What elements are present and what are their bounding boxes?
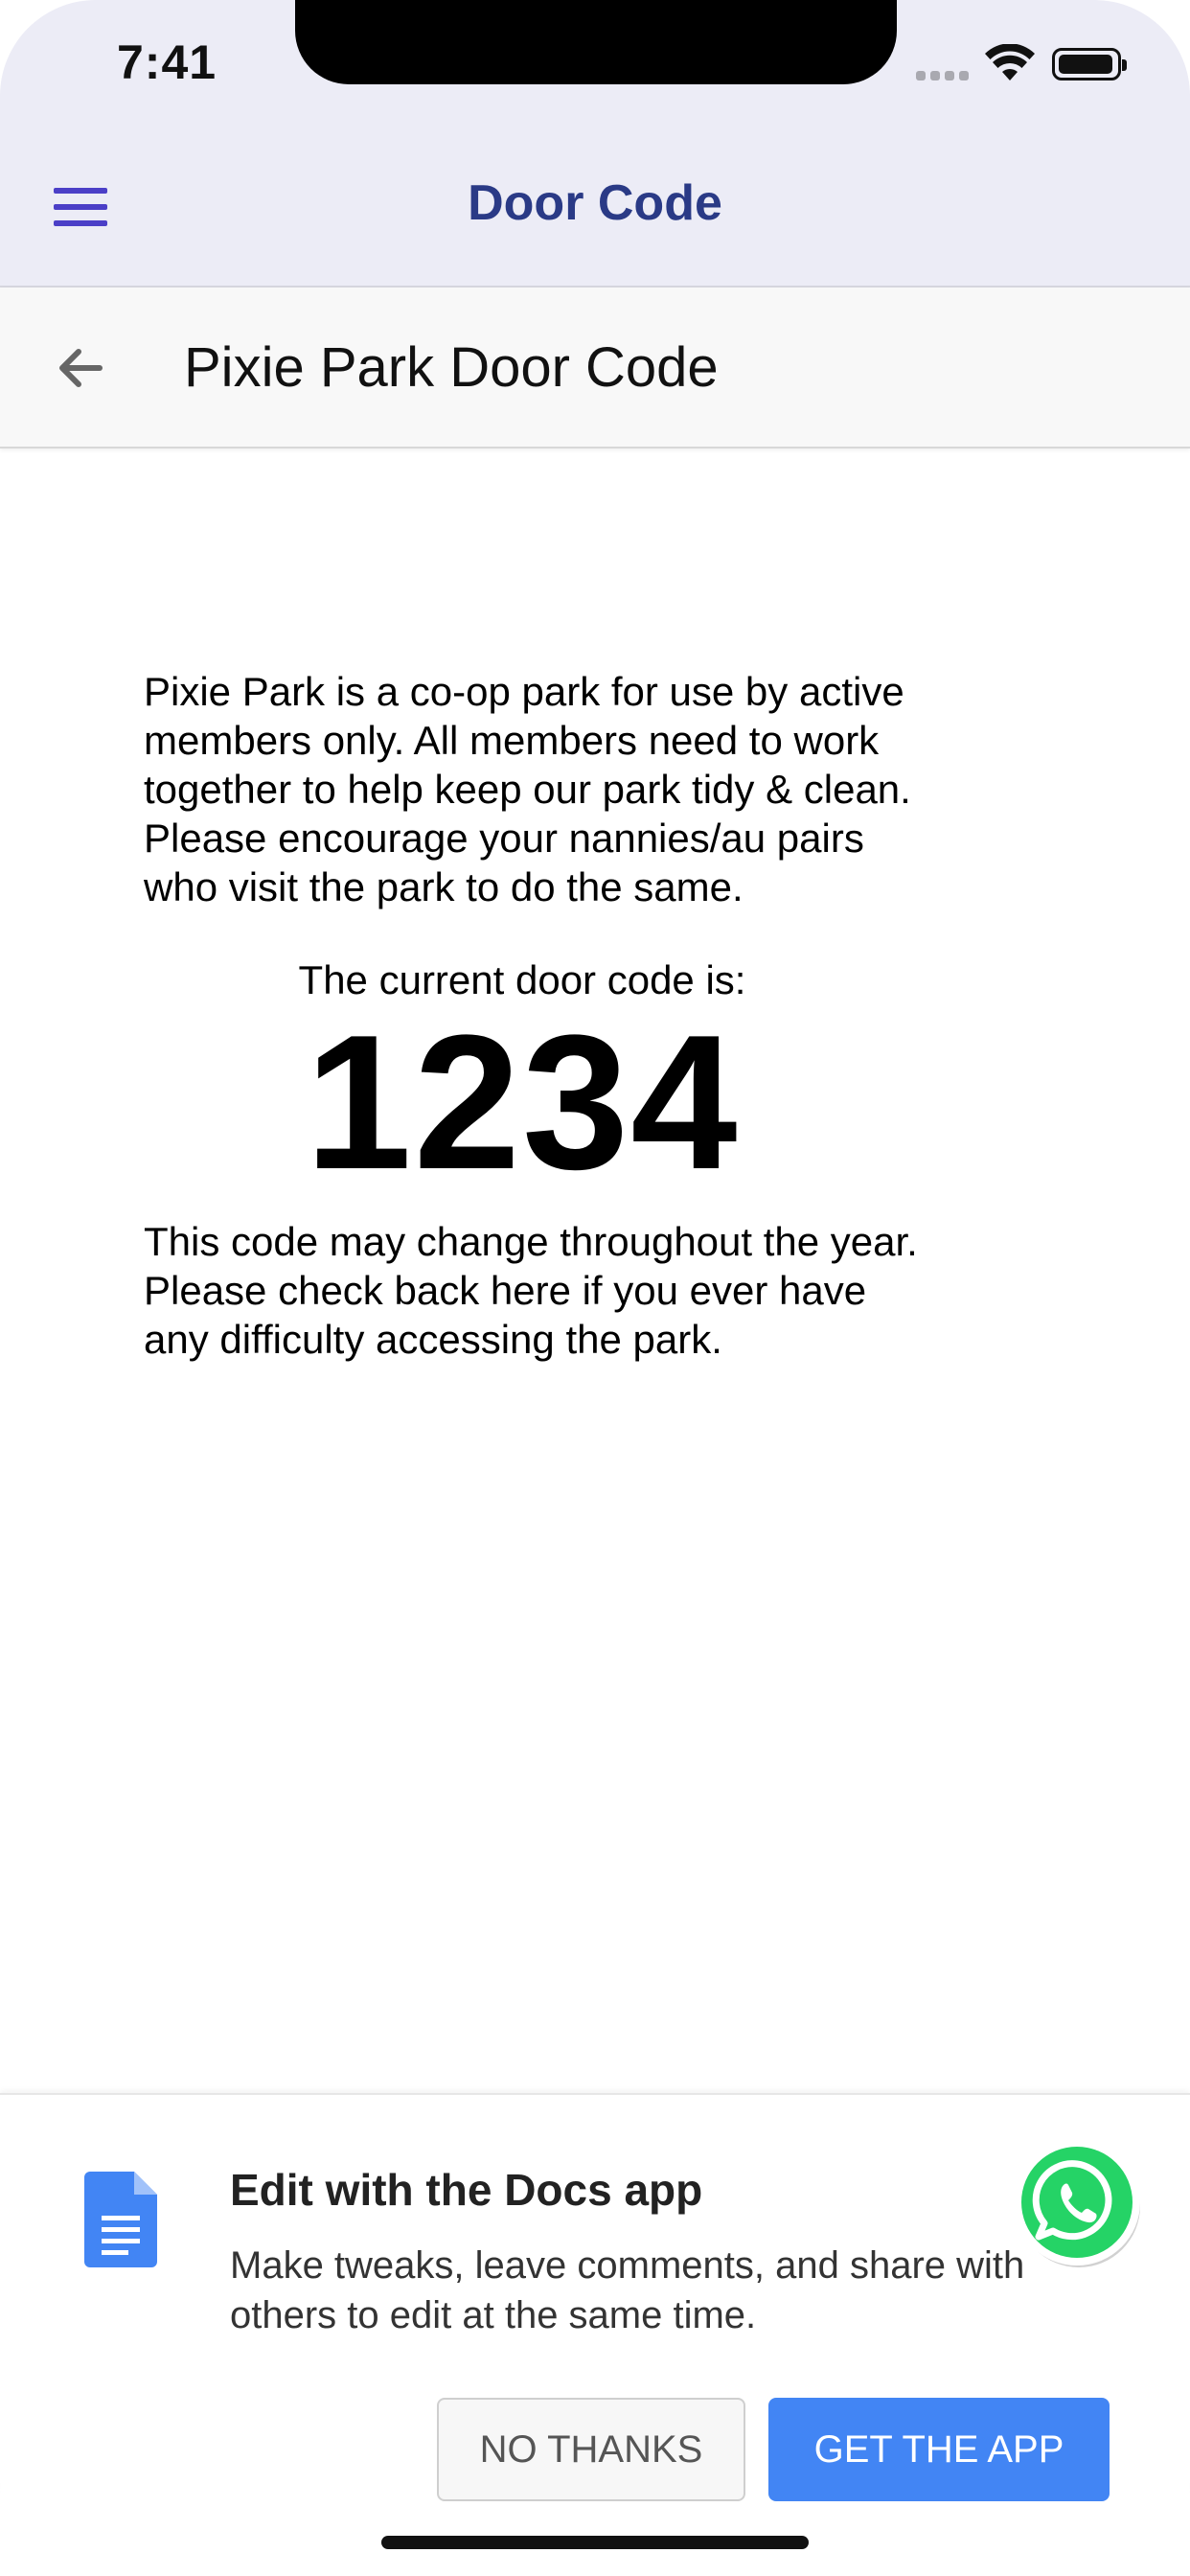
banner-description: Make tweaks, leave comments, and share with others to edit at the same time. [230, 2244, 1025, 2336]
document-body [144, 667, 929, 1364]
battery-icon [1052, 48, 1121, 80]
wifi-icon [985, 44, 1035, 82]
note-paragraph: This code may change throughout the year. Please check back here if you ever have any difficulty accessing the park. [144, 1219, 918, 1362]
whatsapp-icon[interactable] [1010, 2135, 1144, 2269]
door-code-label: The current door code is: [298, 957, 746, 1002]
arrow-left-icon[interactable] [52, 339, 109, 397]
document-header [0, 288, 1190, 448]
app-title: Door Code [468, 175, 722, 231]
status-time: 7:41 [117, 35, 217, 89]
banner-title: Edit with the Docs app [230, 2165, 703, 2215]
intro-paragraph: Pixie Park is a co-op park for use by active members only. All members need to work together to help keep our park tidy & clean. Please encourage your nannies/au pairs who visit the park to do the same. [144, 669, 911, 909]
door-code-value: 1234 [305, 996, 740, 1209]
document-title: Pixie Park Door Code [184, 336, 719, 399]
cellular-signal-icon [916, 71, 970, 80]
device-notch [295, 0, 897, 84]
google-docs-icon [84, 2172, 157, 2267]
home-indicator [381, 2536, 809, 2549]
no-thanks-button[interactable]: NO THANKS [437, 2398, 745, 2501]
app-header [0, 0, 1190, 288]
get-the-app-button[interactable]: GET THE APP [768, 2398, 1110, 2501]
